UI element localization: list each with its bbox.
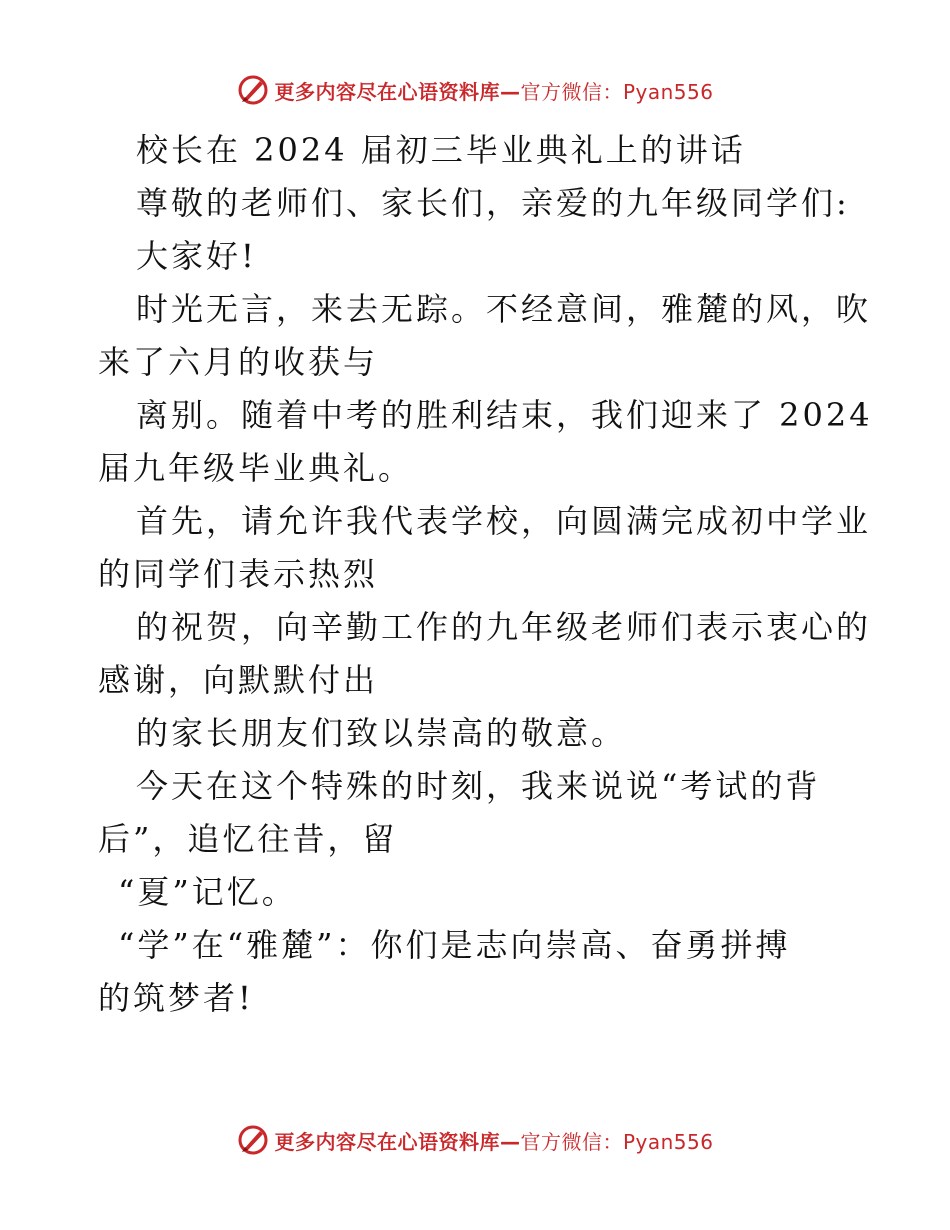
paragraph-line: 今天在这个特殊的时刻，我来说说“考试的背	[136, 767, 821, 805]
document-title: 校长在 2024 届初三毕业典礼上的讲话	[136, 131, 746, 169]
paragraph-line: 的筑梦者!	[98, 979, 254, 1017]
paragraph-line: 的祝贺，向辛勤工作的九年级老师们表示衷心的	[136, 608, 872, 646]
header-banner	[0, 70, 950, 110]
quill-pen-circle-icon	[236, 1123, 270, 1157]
banner-text: 更多内容尽在心语资料库—官方微信：Pyan556	[274, 1129, 714, 1154]
banner-text: 更多内容尽在心语资料库—官方微信：Pyan556	[274, 79, 714, 104]
paragraph-line: 首先，请允许我代表学校，向圆满完成初中学业	[136, 502, 872, 540]
salutation: 尊敬的老师们、家长们，亲爱的九年级同学们:	[136, 184, 850, 222]
paragraph-line: 离别。随着中考的胜利结束，我们迎来了 2024	[136, 396, 873, 434]
paragraph-line: “学”在“雅麓”：你们是志向崇高、奋勇拼搏	[118, 926, 791, 964]
paragraph-line: 届九年级毕业典礼。	[98, 449, 414, 487]
paragraph-line: 感谢，向默默付出	[98, 661, 379, 699]
quill-pen-circle-icon	[236, 73, 270, 107]
banner-wechat: 官方微信：Pyan556	[520, 1129, 714, 1154]
banner-wechat: 官方微信：Pyan556	[520, 79, 714, 104]
paragraph-line: 来了六月的收获与	[98, 343, 379, 381]
paragraph-line: 后”，追忆往昔，留	[98, 820, 398, 858]
greeting: 大家好!	[136, 237, 257, 275]
paragraph-line: 时光无言，来去无踪。不经意间，雅麓的风，吹	[136, 290, 872, 328]
paragraph-line: 的同学们表示热烈	[98, 555, 379, 593]
paragraph-line: 的家长朋友们致以崇高的敬意。	[136, 714, 627, 752]
footer-banner	[0, 1120, 950, 1160]
document-body	[98, 124, 873, 1025]
paragraph-line: “夏”记忆。	[118, 873, 297, 911]
